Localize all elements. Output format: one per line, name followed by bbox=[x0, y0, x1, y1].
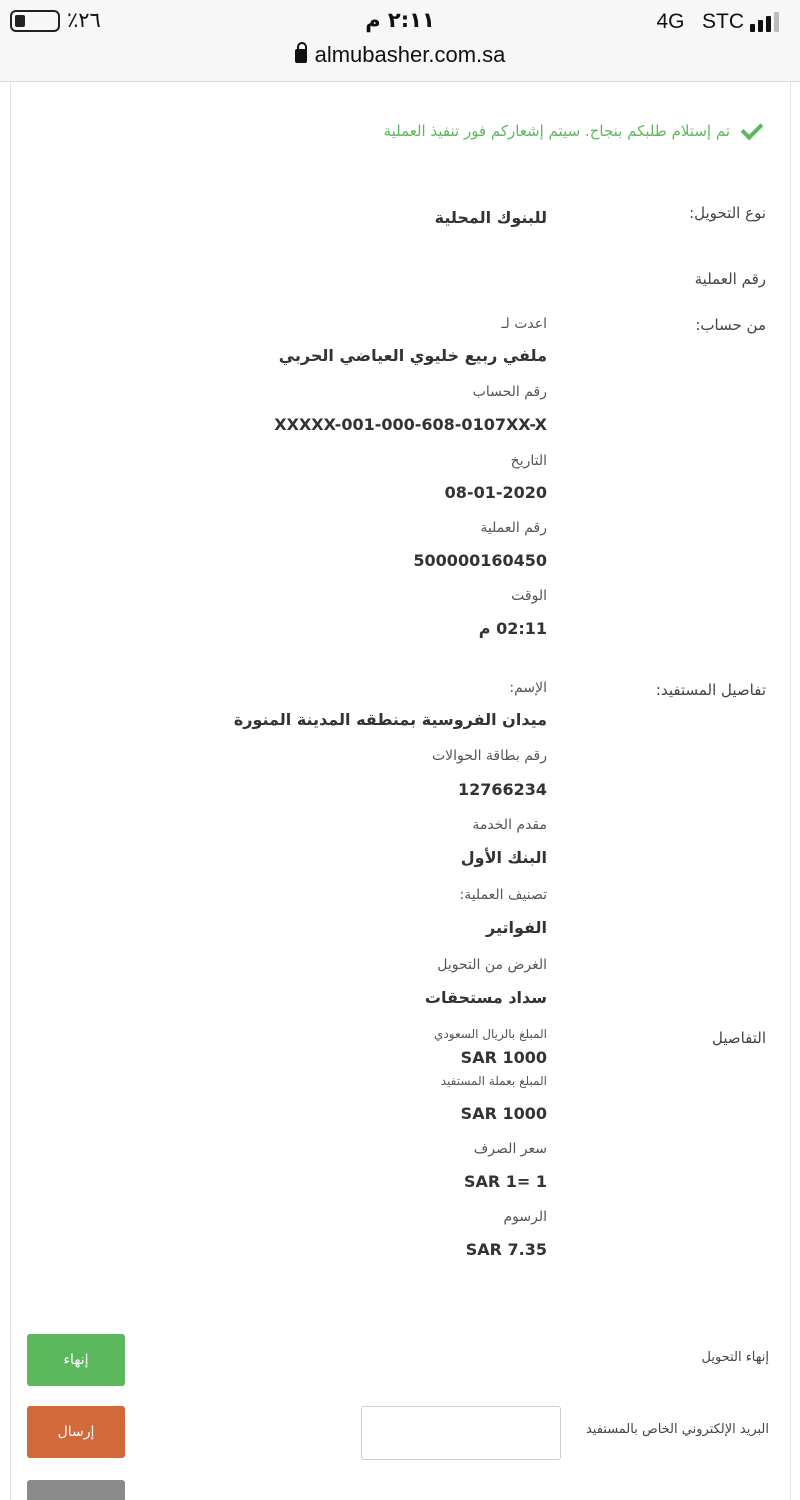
exchange-rate-label: سعر الصرف bbox=[473, 1141, 547, 1157]
account-number-value: XXXXX-001-000-608-0107XX-X bbox=[274, 415, 547, 434]
fees-value: SAR 7.35 bbox=[465, 1240, 547, 1259]
date-label: التاريخ bbox=[510, 453, 547, 469]
op-number-value: 500000160450 bbox=[413, 551, 547, 570]
signal-icon bbox=[750, 12, 790, 32]
prepared-for-value: ملفي ربيع خليوي العياضي الحربي bbox=[278, 346, 547, 365]
fees-label: الرسوم bbox=[503, 1209, 547, 1225]
provider-value: البنك الأول bbox=[460, 848, 547, 867]
beneficiary-email-label: البريد الإلكتروني الخاص بالمستفيد bbox=[585, 1422, 769, 1437]
finish-button[interactable]: إنهاء bbox=[27, 1334, 125, 1386]
category-label: تصنيف العملية: bbox=[459, 887, 547, 903]
prepared-for-label: اعدت لـ bbox=[501, 316, 547, 332]
check-icon bbox=[741, 118, 764, 141]
finish-transfer-label: إنهاء التحويل bbox=[701, 1350, 769, 1365]
battery-percent: ٪٢٦ bbox=[67, 8, 101, 32]
purpose-value: سداد مستحقات bbox=[424, 988, 547, 1007]
beneficiary-name-label: الإسم: bbox=[509, 680, 547, 696]
amount-beneficiary-label: المبلغ بعملة المستفيد bbox=[440, 1074, 547, 1088]
beneficiary-label: تفاصيل المستفيد: bbox=[655, 681, 766, 699]
content-frame bbox=[10, 82, 791, 1500]
transfer-type-value: للبنوك المحلية bbox=[434, 208, 547, 227]
beneficiary-email-input[interactable] bbox=[361, 1406, 561, 1460]
amount-beneficiary-value: SAR 1000 bbox=[460, 1104, 547, 1123]
url-text: almubasher.com.sa bbox=[314, 42, 506, 67]
address-bar[interactable] bbox=[0, 42, 800, 68]
network-type: 4G bbox=[656, 10, 685, 33]
category-value: الفواتير bbox=[485, 918, 547, 937]
success-text: تم إستلام طلبكم بنجاح. سيتم إشعاركم فور تنفيذ العملية bbox=[383, 122, 730, 140]
account-number-label: رقم الحساب bbox=[472, 384, 547, 400]
beneficiary-name-value: ميدان الفروسية بمنطقه المدينة المنورة bbox=[233, 710, 547, 729]
transfer-type-label: نوع التحويل: bbox=[689, 204, 766, 222]
amount-sar-value: SAR 1000 bbox=[460, 1048, 547, 1067]
carrier-name: STC bbox=[702, 10, 744, 33]
card-number-value: 12766234 bbox=[457, 780, 547, 799]
time-label: الوقت bbox=[511, 588, 547, 604]
operation-number-label: رقم العملية bbox=[694, 270, 766, 288]
time-value: 02:11 م bbox=[478, 619, 547, 638]
send-button[interactable]: إرسال bbox=[27, 1406, 125, 1458]
status-bar bbox=[0, 0, 800, 82]
clock: ٢:١١ م bbox=[365, 8, 435, 32]
from-account-label: من حساب: bbox=[695, 316, 766, 334]
amount-sar-label: المبلغ بالريال السعودي bbox=[434, 1027, 547, 1041]
lock-icon bbox=[295, 49, 307, 63]
op-number-label: رقم العملية bbox=[480, 520, 547, 536]
carrier bbox=[656, 10, 744, 34]
exchange-rate-value: SAR 1= 1 bbox=[463, 1172, 547, 1191]
details-label: التفاصيل bbox=[711, 1029, 766, 1047]
success-message bbox=[384, 122, 762, 140]
date-value: 08-01-2020 bbox=[444, 483, 547, 502]
back-button[interactable] bbox=[27, 1480, 125, 1500]
card-number-label: رقم بطاقة الحوالات bbox=[432, 748, 547, 764]
provider-label: مقدم الخدمة bbox=[472, 817, 547, 833]
purpose-label: الغرض من التحويل bbox=[437, 957, 547, 973]
